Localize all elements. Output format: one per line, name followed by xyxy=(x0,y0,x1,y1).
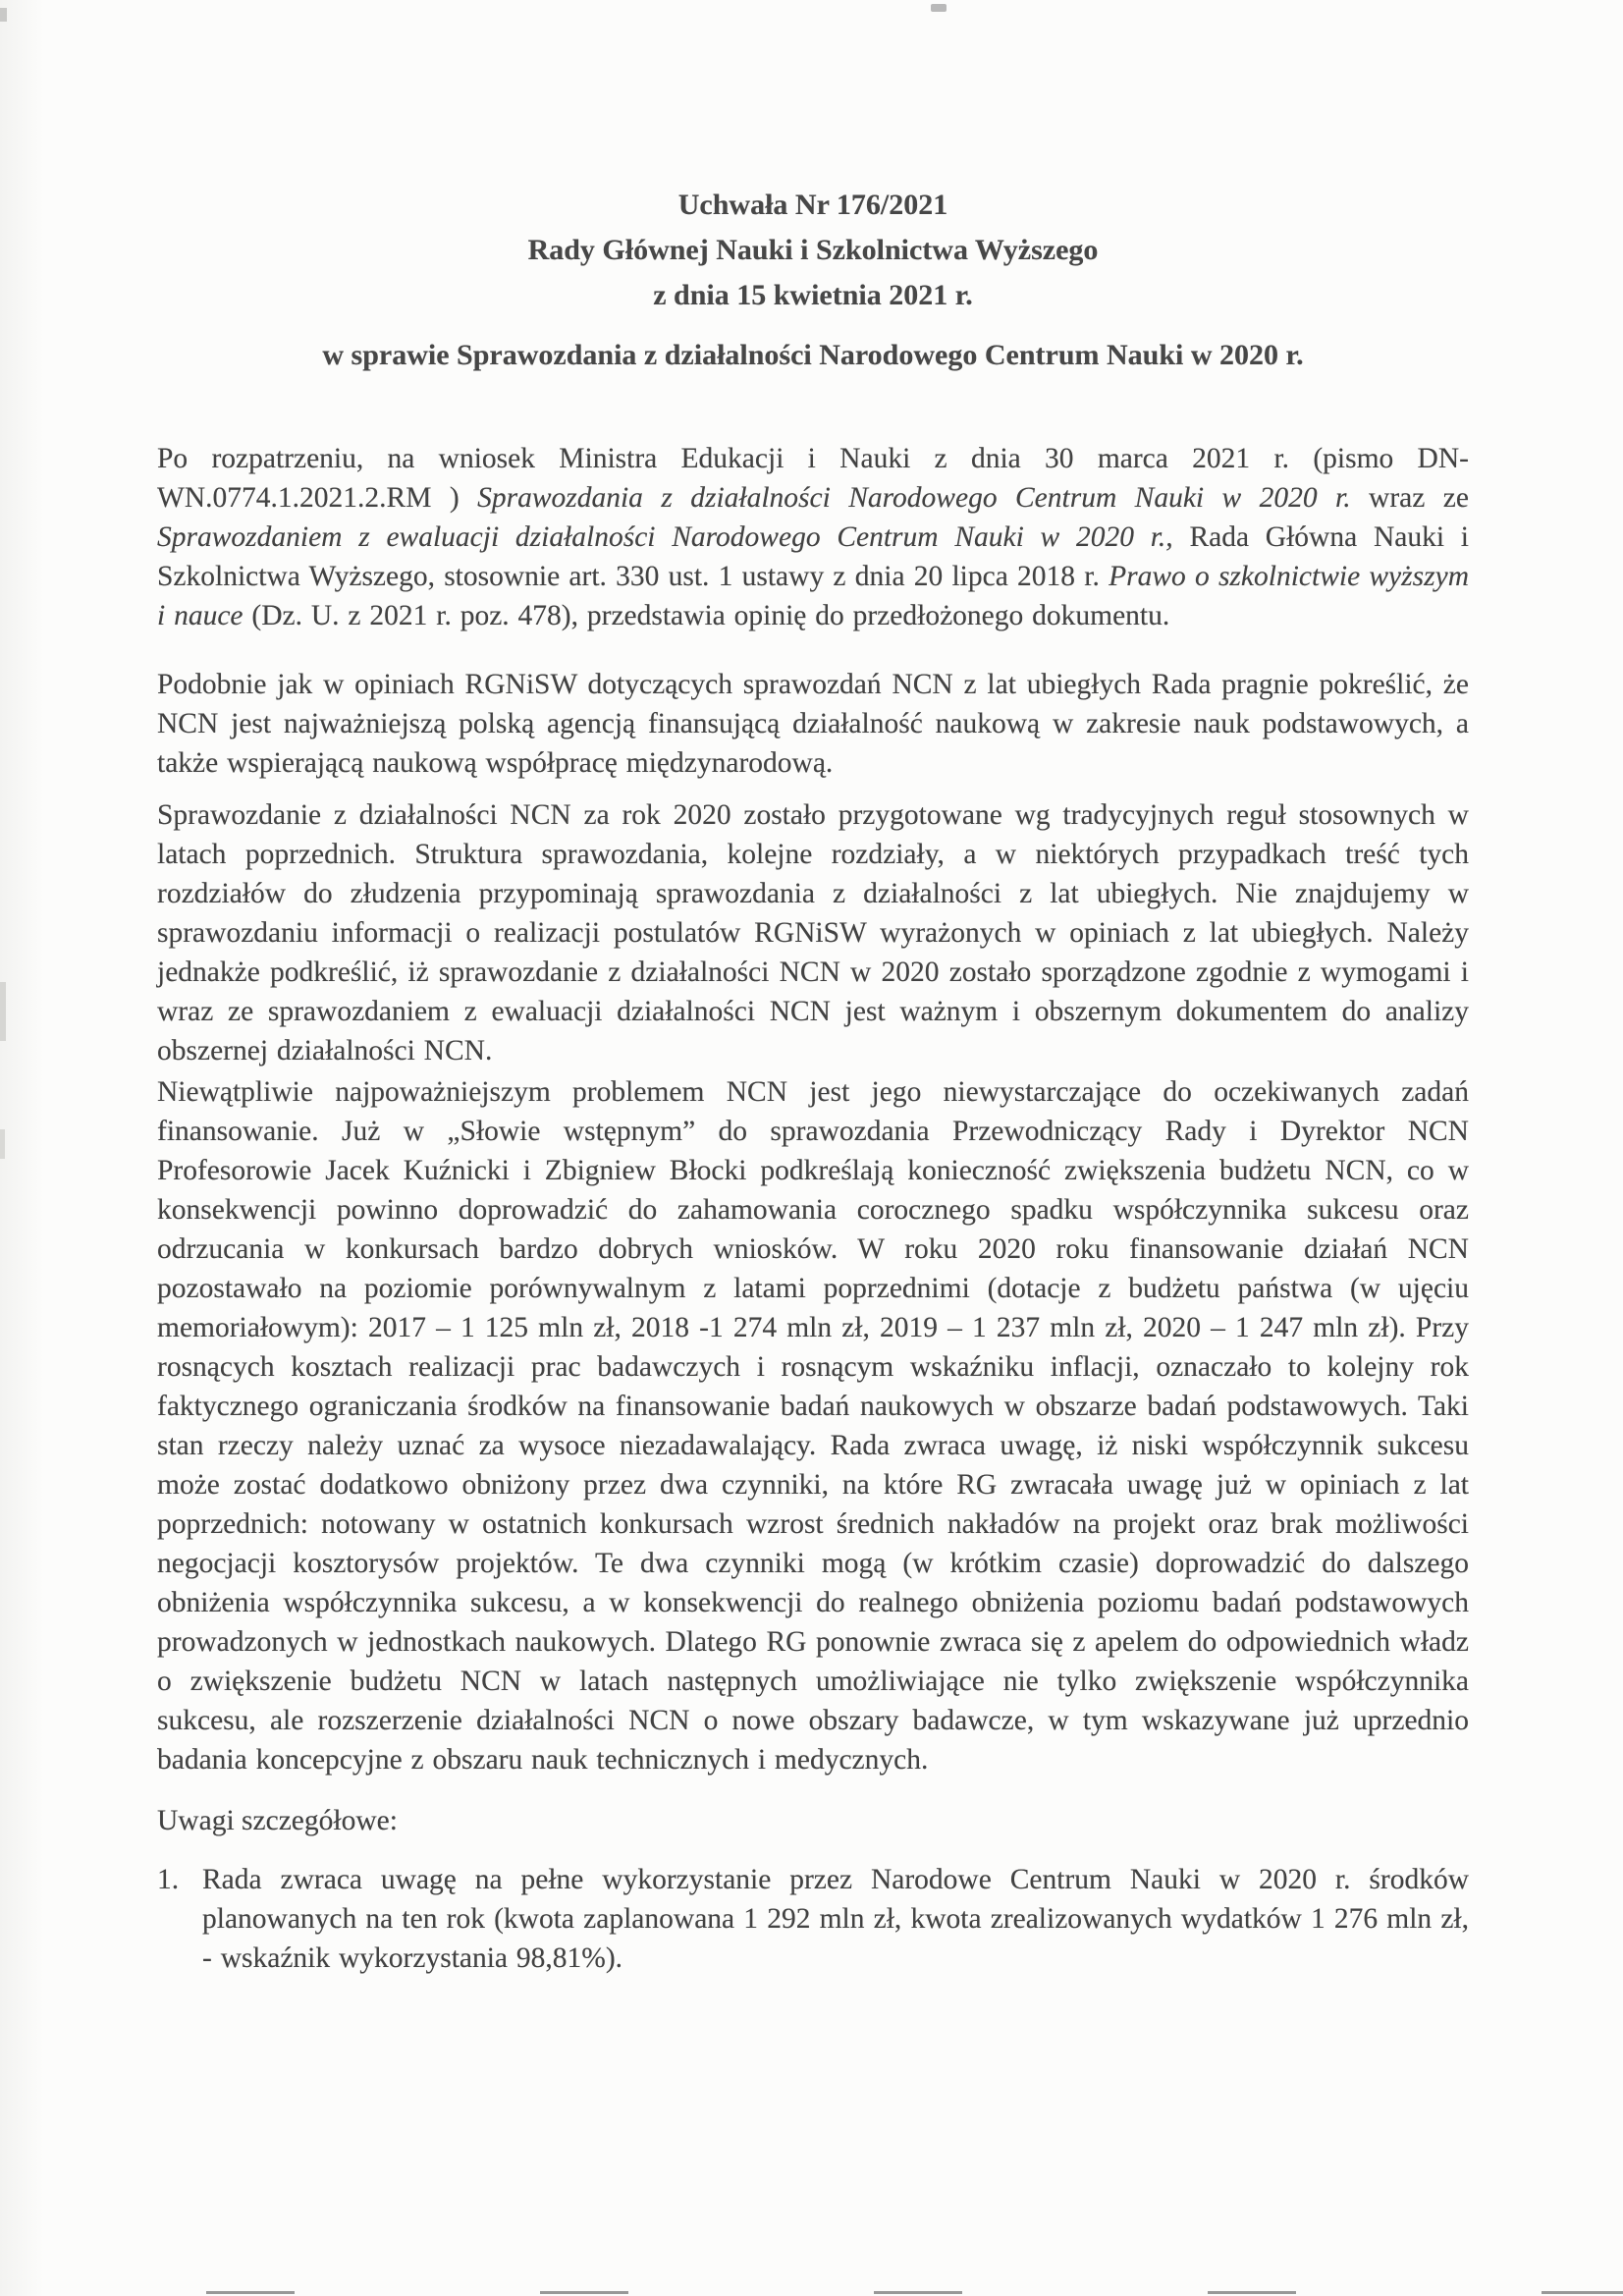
text-run: (Dz. U. z 2021 r. poz. 478), przedstawia opinię do przedłożonego dokumentu. xyxy=(243,600,1170,631)
text-run: wraz ze xyxy=(1350,482,1469,514)
title-council-name: Rady Głównej Nauki i Szkolnictwa Wyższego xyxy=(527,234,1099,266)
title-resolution-number: Uchwała Nr 176/2021 xyxy=(677,189,948,221)
document-content xyxy=(157,0,1469,1978)
text-run: Po rozpatrzeniu, na wniosek Ministra Edukacji i Nauki z dnia 30 marca 2021 r. (pismo DN-WN.0774.1.2021.2.RM ) xyxy=(157,443,1469,514)
list-item xyxy=(157,1860,1469,1978)
scan-speck-left-1 xyxy=(0,8,7,22)
scan-speck-left-3 xyxy=(0,1129,5,1159)
paragraph-3: Sprawozdanie z działalności NCN za rok 2020 zostało przygotowane wg tradycyjnych reguł stosownych w latach poprzednich. Struktura sprawozdania, kolejne rozdziały, a w niektórych przypadkach treść tych rozdziałów do złudzenia przypominają sprawozdania z działalności z lat ubiegłych. Nie znajdujemy w sprawozdaniu informacji o realizacji postulatów RGNiSW wyrażonych w opiniach z lat ubiegłych. Należy jednakże podkreślić, iż sprawozdanie z działalności NCN w 2020 zostało sporządzone zgodnie z wymogami i wraz ze sprawozdaniem z ewaluacji działalności NCN jest ważnym i obszernym dokumentem do analizy obszernej działalności NCN. xyxy=(157,799,1469,1066)
text-run-italic-law-title: Prawo o szkolnictwie wyższym i nauce xyxy=(157,561,1469,631)
remarks-heading: Uwagi szczegółowe: xyxy=(157,1805,398,1836)
paragraph-2: Podobnie jak w opiniach RGNiSW dotyczących sprawozdań NCN z lat ubiegłych Rada pragnie pokreślić, że NCN jest najważniejszą polską agencją finansującą działalność naukową w zakresie nauk podstawowych, a także wspierającą naukową współpracę międzynarodową. xyxy=(157,669,1469,779)
text-run-italic-evaluation-title: Sprawozdaniem z ewaluacji działalności Narodowego Centrum Nauki w 2020 r., xyxy=(157,521,1173,553)
text-run: Rada Główna Nauki i Szkolnictwa Wyższego, stosownie art. 330 ust. 1 ustawy z dnia 20 lipca 2018 r. xyxy=(157,521,1469,592)
document-title-block xyxy=(157,183,1469,318)
list-item-number: 1. xyxy=(157,1864,180,1895)
text-run-italic-report-title: Sprawozdania z działalności Narodowego Centrum Nauki w 2020 r. xyxy=(477,482,1351,514)
list-item-text: Rada zwraca uwagę na pełne wykorzystanie przez Narodowe Centrum Nauki w 2020 r. środków planowanych na ten rok (kwota zaplanowana 1 292 mln zł, kwota zrealizowanych wydatków 1 276 mln zł, - wskaźnik wykorzystania 98,81%). xyxy=(202,1864,1469,1974)
paragraph-4: Niewątpliwie najpoważniejszym problemem NCN jest jego niewystarczające do oczekiwanych zadań finansowanie. Już w „Słowie wstępnym” do sprawozdania Przewodniczący Rady i Dyrektor NCN Profesorowie Jacek Kuźnicki i Zbigniew Błocki podkreślają konieczność zwiększenia budżetu NCN, co w konsekwencji powinno doprowadzić do zahamowania corocznego spadku współczynnika sukcesu oraz odrzucania w konkursach bardzo dobrych wniosków. W roku 2020 roku finansowanie działań NCN pozostawało na poziomie porównywalnym z latami poprzednimi (dotacje z budżetu państwa (w ujęciu memoriałowym): 2017 – 1 125 mln zł, 2018 -1 274 mln zł, 2019 – 1 237 mln zł, 2020 – 1 247 mln zł). Przy rosnących kosztach realizacji prac badawczych i rosnącym wskaźniku inflacji, oznaczało to kolejny rok faktycznego ograniczania środków na finansowanie badań naukowych w obszarze badań podstawowych. Taki stan rzeczy należy uznać za wysoce niezadawalający. Rada zwraca uwagę, iż niski współczynnik sukcesu może zostać dodatkowo obniżony przez dwa czynniki, na które RG zwracała uwagę już w opiniach z lat poprzednich: notowany w ostatnich konkursach wzrost średnich nakładów na projekt oraz brak możliwości negocjacji kosztorysów projektów. Te dwa czynniki mogą (w krótkim czasie) doprowadzić do dalszego obniżenia współczynnika sukcesu, a w konsekwencji do realnego obniżenia poziomu badań podstawowych prowadzonych w jednostkach naukowych. Dlatego RG ponownie zwraca się z apelem do odpowiednich władz o zwiększenie budżetu NCN w latach następnych umożliwiające nie tylko zwiększenie współczynnika sukcesu, ale rozszerzenie działalności NCN o nowe obszary badawcze, w tym wskazywane już uprzednio badania koncepcyjne z obszaru nauk technicznych i medycznych. xyxy=(157,1076,1469,1776)
subject-line: w sprawie Sprawozdania z działalności Narodowego Centrum Nauki w 2020 r. xyxy=(322,339,1304,371)
paragraph-intro xyxy=(157,439,1469,635)
title-date: z dnia 15 kwietnia 2021 r. xyxy=(653,279,973,311)
scan-bottom-edge-artifact xyxy=(0,2291,1623,2294)
scan-speck-left-2 xyxy=(0,982,6,1041)
